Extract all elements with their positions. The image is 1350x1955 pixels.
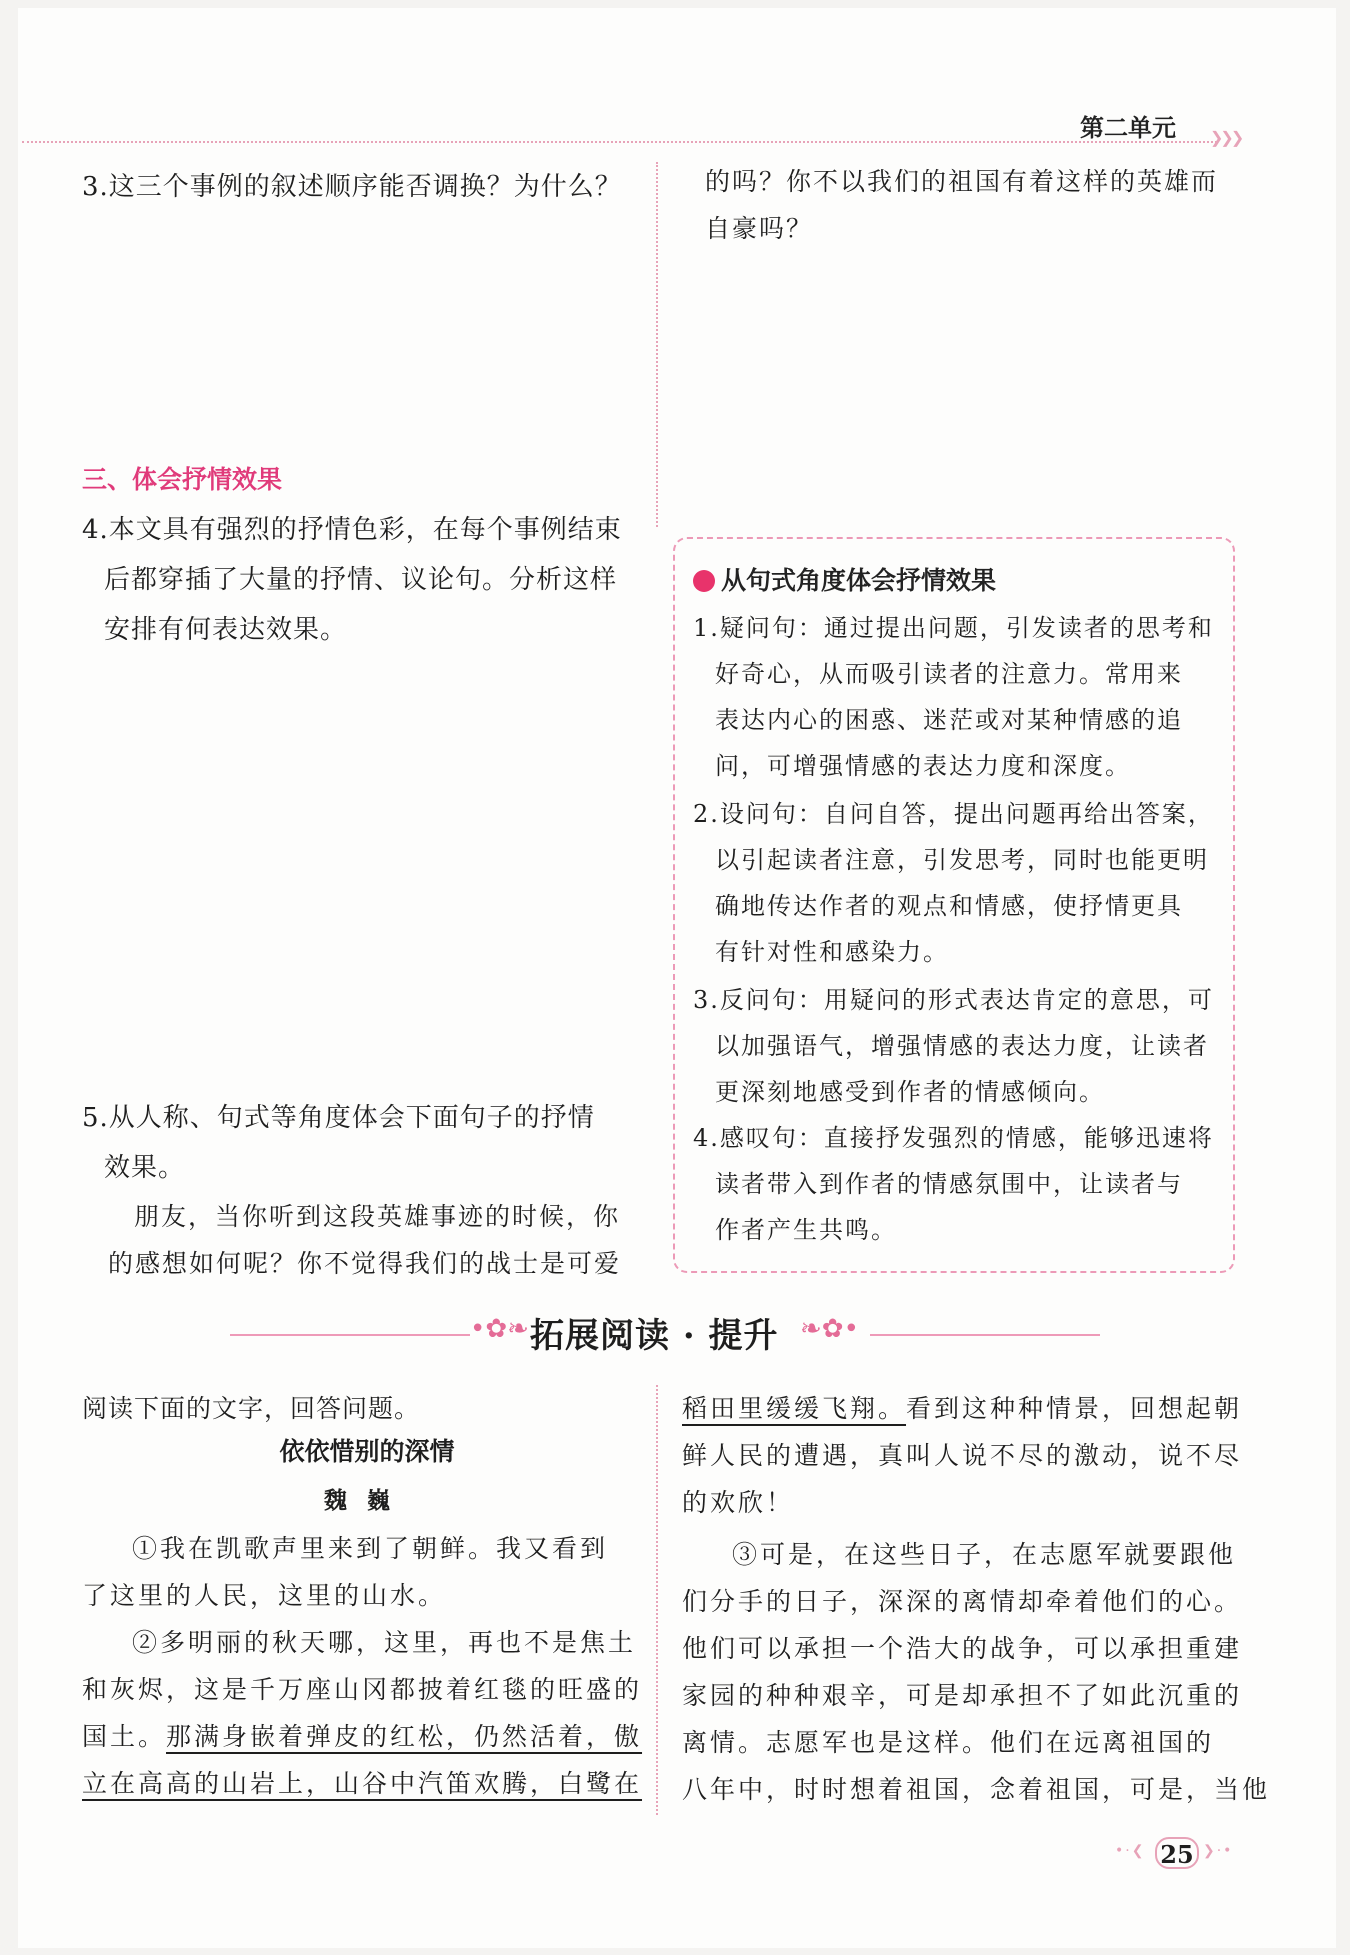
flourish-left-icon: •✿❧ xyxy=(470,1314,529,1344)
underlined-text: 那满身嵌着弹皮的红松，仍然活着，傲 xyxy=(166,1722,643,1751)
article-line: 的欢欣！ xyxy=(682,1488,795,1517)
tip-line: 有针对性和感染力。 xyxy=(715,938,949,966)
flourish-right-icon: ❧✿• xyxy=(800,1314,859,1344)
tip-line: 作者产生共鸣。 xyxy=(715,1216,897,1244)
article-line: 了这里的人民，这里的山水。 xyxy=(82,1581,447,1610)
underlined-text: 稻田里缓缓飞翔。 xyxy=(682,1394,907,1423)
tip-line: 以加强语气，增强情感的表达力度，让读者 xyxy=(715,1032,1209,1060)
quote-line: 的吗？你不以我们的祖国有着这样的英雄而 xyxy=(705,167,1219,196)
quote-line: 朋友，当你听到这段英雄事迹的时候，你 xyxy=(134,1202,621,1231)
unit-title: 第二单元 xyxy=(1080,114,1176,142)
article-line: 鲜人民的遭遇，真叫人说不尽的激动，说不尽 xyxy=(682,1441,1243,1470)
article-line xyxy=(682,1385,1270,1432)
tip-line: 读者带入到作者的情感氛围中，让读者与 xyxy=(715,1170,1183,1198)
banner-rule-left xyxy=(230,1334,470,1336)
tip-item-self-answer xyxy=(693,791,1223,975)
tip-item-exclamatory xyxy=(693,1115,1223,1253)
tip-line: 1.疑问句：通过提出问题，引发读者的思考和 xyxy=(693,614,1214,642)
article-author: 魏巍 xyxy=(324,1487,410,1514)
article-line: 们分手的日子，深深的离情却牵着他们的心。 xyxy=(682,1587,1243,1616)
tip-line: 以引起读者注意，引发思考，同时也能更明 xyxy=(715,846,1209,874)
section-heading: 三、体会抒情效果 xyxy=(82,465,283,494)
header-divider xyxy=(22,141,1217,143)
quote-line: 的感想如何呢？你不觉得我们的战士是可爱 xyxy=(108,1249,622,1278)
tip-line: 问，可增强情感的表达力度和深度。 xyxy=(715,752,1131,780)
page-dots-left-icon: •·❮ xyxy=(1115,1843,1146,1859)
article-line: 家园的种种艰辛，可是却承担不了如此沉重的 xyxy=(682,1681,1243,1710)
tip-title xyxy=(693,561,996,597)
question-5 xyxy=(82,1093,595,1193)
page-dots-right-icon: ❯·• xyxy=(1203,1843,1234,1859)
article-line xyxy=(82,1760,642,1807)
tip-line: 更深刻地感受到作者的情感倾向。 xyxy=(715,1078,1105,1106)
tip-box xyxy=(673,537,1235,1273)
article-right-column xyxy=(682,1385,1270,1813)
question-3-text: 3.这三个事例的叙述顺序能否调换？为什么？ xyxy=(82,172,622,202)
tip-item-interrogative xyxy=(693,605,1223,789)
article-line: ②多明丽的秋天哪，这里，再也不是焦土 xyxy=(132,1628,637,1657)
tip-line: 3.反问句：用疑问的形式表达肯定的意思，可 xyxy=(693,986,1214,1014)
article-line: 和灰烬，这是千万座山冈都披着红毯的旺盛的 xyxy=(82,1675,643,1704)
tip-title-text: 从句式角度体会抒情效果 xyxy=(721,566,997,595)
tip-line: 确地传达作者的观点和情感，使抒情更具 xyxy=(715,892,1183,920)
article-line: ①我在凯歌声里来到了朝鲜。我又看到 xyxy=(132,1534,609,1563)
article-line: 他们可以承担一个浩大的战争，可以承担重建 xyxy=(682,1634,1243,1663)
article-line: 离情。志愿军也是这样。他们在远离祖国的 xyxy=(682,1728,1215,1757)
question-5-line: 5.从人称、句式等角度体会下面句子的抒情 xyxy=(82,1103,595,1133)
question-4-line: 4.本文具有强烈的抒情色彩，在每个事例结束 xyxy=(82,515,622,545)
article-text: 看到这种种情景，回想起朝 xyxy=(906,1394,1243,1423)
header-arrow-icon: ❯❯❯ xyxy=(1210,128,1242,147)
underlined-text: 立在高高的山岩上，山谷中汽笛欢腾，白鹭在 xyxy=(82,1769,643,1798)
reading-instruction: 阅读下面的文字，回答问题。 xyxy=(82,1394,421,1423)
article-text: 国土。 xyxy=(82,1722,167,1751)
tip-item-rhetorical xyxy=(693,977,1223,1115)
article-left-column xyxy=(82,1525,642,1807)
bullet-dot-icon xyxy=(693,570,715,592)
quote-line: 自豪吗？ xyxy=(705,214,814,243)
question-4-line: 安排有何表达效果。 xyxy=(104,615,348,645)
question-3 xyxy=(82,162,622,212)
quote-continuation xyxy=(705,158,1218,252)
question-5-line: 效果。 xyxy=(104,1153,186,1183)
section-banner xyxy=(230,1300,1100,1370)
question-5-quote xyxy=(82,1193,621,1287)
article-line: ③可是，在这些日子，在志愿军就要跟他 xyxy=(732,1540,1237,1569)
tip-line: 2.设问句：自问自答，提出问题再给出答案， xyxy=(693,800,1214,828)
article-line xyxy=(82,1713,642,1760)
article-title: 依依惜别的深情 xyxy=(279,1437,455,1466)
column-divider-bottom xyxy=(656,1385,658,1815)
page-number: 25 xyxy=(1155,1837,1199,1869)
page-number-badge xyxy=(1115,1835,1245,1875)
tip-line: 4.感叹句：直接抒发强烈的情感，能够迅速将 xyxy=(693,1124,1214,1152)
banner-rule-right xyxy=(870,1334,1100,1336)
column-divider-top xyxy=(656,162,658,527)
tip-line: 好奇心，从而吸引读者的注意力。常用来 xyxy=(715,660,1183,688)
banner-title: 拓展阅读 · 提升 xyxy=(530,1316,779,1356)
question-4 xyxy=(82,505,622,655)
tip-line: 表达内心的困惑、迷茫或对某种情感的追 xyxy=(715,706,1183,734)
article-line: 八年中，时时想着祖国，念着祖国，可是，当他 xyxy=(682,1775,1271,1804)
question-4-line: 后都穿插了大量的抒情、议论句。分析这样 xyxy=(104,565,618,595)
